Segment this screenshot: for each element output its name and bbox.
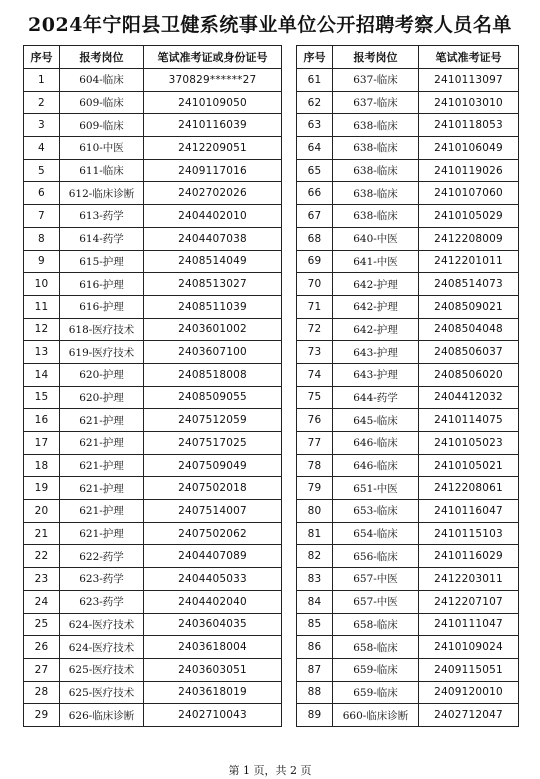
row-seq: 88 xyxy=(297,681,333,704)
row-seq: 67 xyxy=(297,205,333,228)
table-row xyxy=(297,590,519,613)
row-seq: 89 xyxy=(297,704,333,727)
row-id-number: 2404407089 xyxy=(144,545,282,568)
row-position: 658-临床 xyxy=(333,613,419,636)
row-id-number: 2403601002 xyxy=(144,318,282,341)
row-position: 651-中医 xyxy=(333,477,419,500)
row-id-number: 2403604035 xyxy=(144,613,282,636)
table-row xyxy=(297,363,519,386)
row-id-number: 2402702026 xyxy=(144,182,282,205)
row-id-number: 2403618004 xyxy=(144,636,282,659)
row-seq: 80 xyxy=(297,500,333,523)
table-row xyxy=(297,522,519,545)
row-id-number: 2410113097 xyxy=(419,69,519,92)
row-id-number: 2410109050 xyxy=(144,91,282,114)
row-id-number: 2407502018 xyxy=(144,477,282,500)
row-id-number: 2404407038 xyxy=(144,227,282,250)
row-seq: 22 xyxy=(24,545,60,568)
row-seq: 85 xyxy=(297,613,333,636)
row-position: 646-临床 xyxy=(333,432,419,455)
row-position: 621-护理 xyxy=(60,432,144,455)
row-seq: 16 xyxy=(24,409,60,432)
row-id-number: 2410118053 xyxy=(419,114,519,137)
row-id-number: 2410116047 xyxy=(419,500,519,523)
table-row xyxy=(297,273,519,296)
row-id-number: 2404412032 xyxy=(419,386,519,409)
row-seq: 66 xyxy=(297,182,333,205)
table-row xyxy=(24,69,282,92)
table-row xyxy=(24,432,282,455)
row-position: 612-临床诊断 xyxy=(60,182,144,205)
table-row xyxy=(24,295,282,318)
row-id-number: 2408509055 xyxy=(144,386,282,409)
table-row xyxy=(24,137,282,160)
table-row xyxy=(297,409,519,432)
row-seq: 23 xyxy=(24,568,60,591)
row-seq: 64 xyxy=(297,137,333,160)
table-header-row xyxy=(24,46,282,69)
table-row xyxy=(297,658,519,681)
table-row xyxy=(24,613,282,636)
table-row xyxy=(297,341,519,364)
row-seq: 14 xyxy=(24,363,60,386)
row-id-number: 2410116039 xyxy=(144,114,282,137)
row-seq: 5 xyxy=(24,159,60,182)
row-position: 637-临床 xyxy=(333,69,419,92)
row-position: 622-药学 xyxy=(60,545,144,568)
row-id-number: 2409115051 xyxy=(419,658,519,681)
row-position: 621-护理 xyxy=(60,409,144,432)
row-position: 623-药学 xyxy=(60,590,144,613)
row-seq: 82 xyxy=(297,545,333,568)
row-id-number: 2402712047 xyxy=(419,704,519,727)
row-seq: 72 xyxy=(297,318,333,341)
row-position: 614-药学 xyxy=(60,227,144,250)
row-id-number: 2408514049 xyxy=(144,250,282,273)
row-id-number: 2410119026 xyxy=(419,159,519,182)
row-seq: 2 xyxy=(24,91,60,114)
row-id-number: 2412207107 xyxy=(419,590,519,613)
table-row xyxy=(297,454,519,477)
row-id-number: 2403618019 xyxy=(144,681,282,704)
table-row xyxy=(24,409,282,432)
table-row xyxy=(297,227,519,250)
row-position: 643-护理 xyxy=(333,363,419,386)
row-seq: 79 xyxy=(297,477,333,500)
row-position: 644-药学 xyxy=(333,386,419,409)
row-seq: 81 xyxy=(297,522,333,545)
row-id-number: 2409120010 xyxy=(419,681,519,704)
header-id-number: 笔试准考证或身份证号 xyxy=(144,46,282,69)
row-seq: 77 xyxy=(297,432,333,455)
row-position: 625-医疗技术 xyxy=(60,681,144,704)
table-row xyxy=(24,704,282,727)
row-seq: 20 xyxy=(24,500,60,523)
row-id-number: 2410106049 xyxy=(419,137,519,160)
table-row xyxy=(297,159,519,182)
row-seq: 17 xyxy=(24,432,60,455)
row-position: 659-临床 xyxy=(333,681,419,704)
candidate-table-left xyxy=(23,45,282,727)
row-seq: 6 xyxy=(24,182,60,205)
table-row xyxy=(297,681,519,704)
header-position: 报考岗位 xyxy=(333,46,419,69)
row-seq: 21 xyxy=(24,522,60,545)
row-position: 609-临床 xyxy=(60,114,144,137)
candidate-table-right xyxy=(296,45,519,727)
row-position: 609-临床 xyxy=(60,91,144,114)
page-footer: 第 1 页，共 2 页 xyxy=(228,764,312,777)
table-header-row xyxy=(297,46,519,69)
row-seq: 75 xyxy=(297,386,333,409)
row-id-number: 2410116029 xyxy=(419,545,519,568)
table-row xyxy=(24,273,282,296)
row-id-number: 2404402010 xyxy=(144,205,282,228)
table-row xyxy=(297,318,519,341)
table-row xyxy=(24,477,282,500)
table-row xyxy=(297,568,519,591)
row-position: 642-护理 xyxy=(333,318,419,341)
row-seq: 7 xyxy=(24,205,60,228)
row-seq: 87 xyxy=(297,658,333,681)
row-position: 640-中医 xyxy=(333,227,419,250)
row-seq: 18 xyxy=(24,454,60,477)
row-id-number: 2412201011 xyxy=(419,250,519,273)
row-seq: 29 xyxy=(24,704,60,727)
row-position: 637-临床 xyxy=(333,91,419,114)
row-position: 638-临床 xyxy=(333,159,419,182)
row-id-number: 2412203011 xyxy=(419,568,519,591)
row-position: 618-医疗技术 xyxy=(60,318,144,341)
row-id-number: 2410103010 xyxy=(419,91,519,114)
table-row xyxy=(297,500,519,523)
row-position: 657-中医 xyxy=(333,568,419,591)
row-position: 660-临床诊断 xyxy=(333,704,419,727)
row-position: 638-临床 xyxy=(333,182,419,205)
row-id-number: 2408504048 xyxy=(419,318,519,341)
row-position: 621-护理 xyxy=(60,500,144,523)
table-row xyxy=(24,250,282,273)
row-id-number: 2409117016 xyxy=(144,159,282,182)
header-position: 报考岗位 xyxy=(60,46,144,69)
row-seq: 26 xyxy=(24,636,60,659)
row-seq: 24 xyxy=(24,590,60,613)
row-position: 613-药学 xyxy=(60,205,144,228)
row-seq: 10 xyxy=(24,273,60,296)
table-row xyxy=(24,386,282,409)
table-row xyxy=(297,114,519,137)
row-position: 658-临床 xyxy=(333,636,419,659)
table-row xyxy=(297,91,519,114)
row-seq: 73 xyxy=(297,341,333,364)
row-position: 610-中医 xyxy=(60,137,144,160)
row-position: 620-护理 xyxy=(60,363,144,386)
row-position: 638-临床 xyxy=(333,137,419,160)
table-row xyxy=(24,227,282,250)
row-seq: 70 xyxy=(297,273,333,296)
row-id-number: 2410114075 xyxy=(419,409,519,432)
row-id-number: 2404405033 xyxy=(144,568,282,591)
table-row xyxy=(24,522,282,545)
row-seq: 15 xyxy=(24,386,60,409)
row-id-number: 2407502062 xyxy=(144,522,282,545)
table-row xyxy=(297,205,519,228)
table-row xyxy=(24,454,282,477)
row-seq: 9 xyxy=(24,250,60,273)
row-position: 638-临床 xyxy=(333,114,419,137)
row-id-number: 2410105023 xyxy=(419,432,519,455)
row-id-number: 2412208061 xyxy=(419,477,519,500)
row-seq: 1 xyxy=(24,69,60,92)
row-seq: 69 xyxy=(297,250,333,273)
row-seq: 61 xyxy=(297,69,333,92)
document-title: 2024年宁阳县卫健系统事业单位公开招聘考察人员名单 xyxy=(28,14,512,36)
row-id-number: 2408506037 xyxy=(419,341,519,364)
row-id-number: 2408509021 xyxy=(419,295,519,318)
table-row xyxy=(24,545,282,568)
row-seq: 71 xyxy=(297,295,333,318)
row-id-number: 2410105029 xyxy=(419,205,519,228)
row-id-number: 2410105021 xyxy=(419,454,519,477)
row-id-number: 2408506020 xyxy=(419,363,519,386)
table-row xyxy=(297,477,519,500)
header-seq: 序号 xyxy=(24,46,60,69)
row-id-number: 2408511039 xyxy=(144,295,282,318)
row-position: 621-护理 xyxy=(60,454,144,477)
row-position: 621-护理 xyxy=(60,522,144,545)
table-row xyxy=(297,545,519,568)
row-position: 657-中医 xyxy=(333,590,419,613)
table-row xyxy=(297,137,519,160)
row-seq: 63 xyxy=(297,114,333,137)
row-id-number: 2403607100 xyxy=(144,341,282,364)
row-position: 625-医疗技术 xyxy=(60,658,144,681)
row-seq: 27 xyxy=(24,658,60,681)
row-seq: 13 xyxy=(24,341,60,364)
table-row xyxy=(24,590,282,613)
table-row xyxy=(24,681,282,704)
table-row xyxy=(297,182,519,205)
row-seq: 28 xyxy=(24,681,60,704)
row-position: 611-临床 xyxy=(60,159,144,182)
table-row xyxy=(297,386,519,409)
row-position: 645-临床 xyxy=(333,409,419,432)
row-position: 654-临床 xyxy=(333,522,419,545)
row-seq: 65 xyxy=(297,159,333,182)
row-position: 642-护理 xyxy=(333,295,419,318)
row-seq: 19 xyxy=(24,477,60,500)
row-seq: 11 xyxy=(24,295,60,318)
row-id-number: 2412208009 xyxy=(419,227,519,250)
row-id-number: 2407517025 xyxy=(144,432,282,455)
row-position: 604-临床 xyxy=(60,69,144,92)
row-id-number: 2408514073 xyxy=(419,273,519,296)
row-position: 624-医疗技术 xyxy=(60,613,144,636)
row-seq: 8 xyxy=(24,227,60,250)
row-position: 624-医疗技术 xyxy=(60,636,144,659)
row-id-number: 2408518008 xyxy=(144,363,282,386)
row-position: 641-中医 xyxy=(333,250,419,273)
table-row xyxy=(24,658,282,681)
row-seq: 76 xyxy=(297,409,333,432)
table-row xyxy=(24,636,282,659)
table-row xyxy=(297,613,519,636)
row-seq: 74 xyxy=(297,363,333,386)
row-seq: 86 xyxy=(297,636,333,659)
row-id-number: 2407514007 xyxy=(144,500,282,523)
row-position: 619-医疗技术 xyxy=(60,341,144,364)
row-seq: 3 xyxy=(24,114,60,137)
row-seq: 4 xyxy=(24,137,60,160)
row-id-number: 2404402040 xyxy=(144,590,282,613)
row-position: 615-护理 xyxy=(60,250,144,273)
table-row xyxy=(297,69,519,92)
row-position: 638-临床 xyxy=(333,205,419,228)
table-row xyxy=(24,500,282,523)
row-id-number: 2408513027 xyxy=(144,273,282,296)
header-seq: 序号 xyxy=(297,46,333,69)
row-id-number: 2410107060 xyxy=(419,182,519,205)
table-row xyxy=(24,568,282,591)
row-position: 643-护理 xyxy=(333,341,419,364)
row-id-number: 2402710043 xyxy=(144,704,282,727)
row-seq: 78 xyxy=(297,454,333,477)
row-seq: 62 xyxy=(297,91,333,114)
row-id-number: 2403603051 xyxy=(144,658,282,681)
row-position: 653-临床 xyxy=(333,500,419,523)
row-position: 642-护理 xyxy=(333,273,419,296)
row-position: 646-临床 xyxy=(333,454,419,477)
row-id-number: 2407512059 xyxy=(144,409,282,432)
row-position: 620-护理 xyxy=(60,386,144,409)
row-position: 656-临床 xyxy=(333,545,419,568)
table-row xyxy=(24,182,282,205)
table-row xyxy=(297,250,519,273)
table-row xyxy=(24,363,282,386)
row-position: 623-药学 xyxy=(60,568,144,591)
row-position: 626-临床诊断 xyxy=(60,704,144,727)
table-row xyxy=(24,114,282,137)
table-row xyxy=(24,341,282,364)
row-position: 616-护理 xyxy=(60,273,144,296)
row-seq: 84 xyxy=(297,590,333,613)
row-position: 616-护理 xyxy=(60,295,144,318)
row-seq: 25 xyxy=(24,613,60,636)
row-position: 659-临床 xyxy=(333,658,419,681)
row-seq: 68 xyxy=(297,227,333,250)
row-id-number: 2410109024 xyxy=(419,636,519,659)
row-id-number: 2407509049 xyxy=(144,454,282,477)
table-row xyxy=(297,432,519,455)
table-row xyxy=(297,295,519,318)
row-id-number: 2412209051 xyxy=(144,137,282,160)
table-row xyxy=(24,91,282,114)
table-row xyxy=(297,636,519,659)
row-id-number: 2410115103 xyxy=(419,522,519,545)
table-row xyxy=(297,704,519,727)
row-id-number: 370829******27 xyxy=(144,69,282,92)
table-row xyxy=(24,318,282,341)
row-position: 621-护理 xyxy=(60,477,144,500)
table-row xyxy=(24,159,282,182)
row-seq: 83 xyxy=(297,568,333,591)
header-exam-number: 笔试准考证号 xyxy=(419,46,519,69)
table-row xyxy=(24,205,282,228)
row-id-number: 2410111047 xyxy=(419,613,519,636)
row-seq: 12 xyxy=(24,318,60,341)
